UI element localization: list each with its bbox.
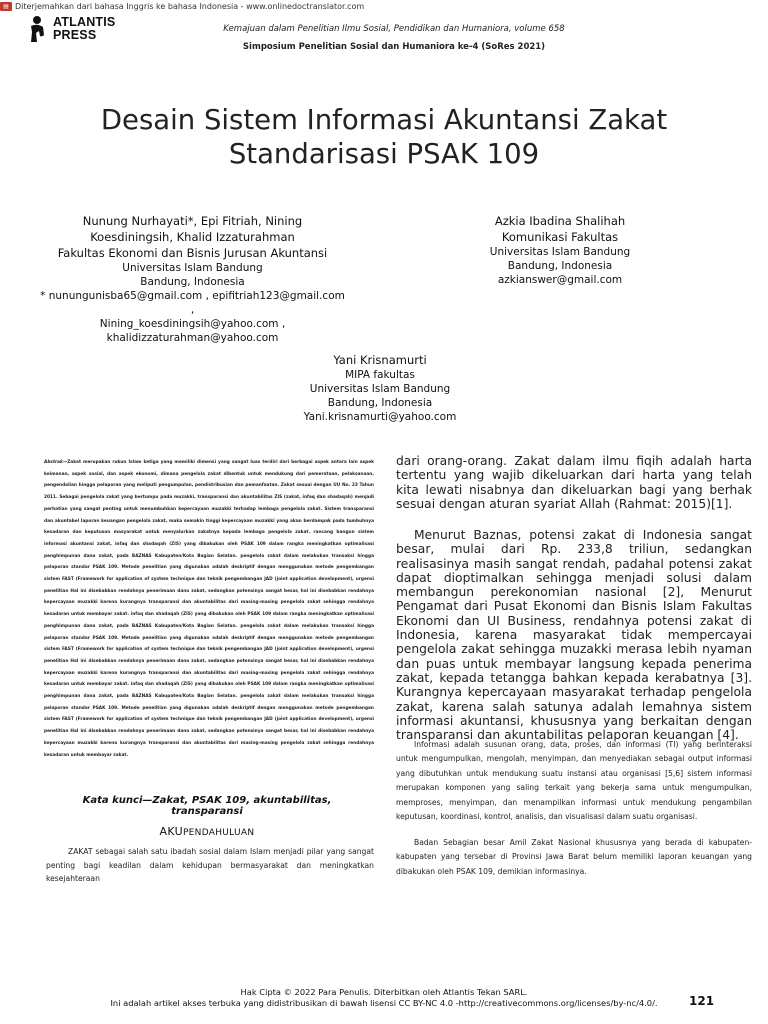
author-block-2 [460,213,660,287]
author-faculty: Komunikasi Fakultas [501,230,619,244]
author-name: Azkia Ibadina Shalihah [494,214,626,228]
author-block-3 [260,352,500,424]
translator-banner[interactable] [0,0,420,12]
body-paragraph: dari orang-orang. Zakat dalam ilmu fiqih adalah harta tertentu yang wajib dikeluarkan dari harta yang telah kita lewati nisabnya dan dikeluarkan bagi yang berhak sesuai dengan aturan syariat Allah (Rahmat: 2015)[1]. [396,454,752,511]
copyright-line: Hak Cipta © 2022 Para Penulis. Diterbitkan oleh Atlantis Tekan SARL. [240,987,528,997]
title-line-1: Desain Sistem Informasi Akuntansi Zakat [100,104,668,136]
author-name: Yani Krisnamurti [333,353,427,367]
document-translate-icon: ▤ [0,2,12,11]
author-university: Universitas Islam Bandung [122,262,263,274]
author-names: Nunung Nurhayati*, Epi Fitriah, Nining [82,214,303,228]
author-names: Koesdiningsih, Khalid Izzaturahman [90,230,295,244]
title-line-2: Standarisasi PSAK 109 [228,138,540,170]
paper-title [40,103,728,171]
author-city: Bandung, Indonesia [140,276,245,288]
journal-series: Kemajuan dalam Penelitian Ilmu Sosial, Pendidikan dan Humaniora, volume 658 [223,24,565,34]
author-email[interactable]: Nining_koesdiningsih@yahoo.com , [99,318,286,330]
author-university: Universitas Islam Bandung [309,383,451,395]
body-paragraph: Informasi adalah susunan orang, data, proses, dan informasi (TI) yang berinteraksi untuk mengumpulkan, mengolah, menyimpan, dan menyediakan sebagai output informasi yang dibutuhkan untuk mendukung suatu instansi atau organisasi [5,6] sistem informasi merupakan komponen yang saling terkait yang bekerja sama untuk mengumpulkan, memproses, menyimpan, dan menampilkan informasi untuk mendukung pengambilan keputusan, koordinasi, kontrol, analisis, dan visualisasi dalam suatu organisasi. [396,740,752,822]
translator-link[interactable]: Diterjemahkan dari bahasa Inggris ke bahasa Indonesia - www.onlinedoctranslator.com [15,1,365,11]
heading-rest: PENDAHULUAN [182,828,255,838]
introduction-paragraph: ZAKAT sebagai salah satu ibadah sosial dalam Islam menjadi pilar yang sangat penting bagi keadilan dalam kehidupan bermasyarakat dan meningkatkan kesejahteraan [46,847,374,883]
page-number: 121 [689,994,715,1008]
author-email[interactable]: Yani.krisnamurti@yahoo.com [303,411,457,423]
abstract [44,457,374,761]
abstract-lead: Abstrak— [44,460,68,465]
keywords: Kata kunci—Zakat, PSAK 109, akuntabilitas, transparansi [82,795,332,817]
abstract-text: Zakat merupakan rukun Islam ketiga yang memiliki dimensi yang sangat luas terdiri dari berbagai aspek antara lain aspek keimanan, aspek sosial, dan aspek ekonomi, dimana pengelola zakat dibentuk untuk mendukung dari pemerataan, pelaksanaan, pengendalian hingga pelaporan yang meliputi pengumpulan, pendistribusian dan pemanfaatan. Zakat sesuai dengan UU No. 23 Tahun 2011. Sebagai pengelola zakat yang bertumpu pada muzakki, transparansi dan akuntabilitas ZIS (zakat, infaq dan shadaqah) menjadi perhatian yang sangat penting untuk menumbuhkan kepercayaan muzakki terhadap lembaga pengelola zakat. Sistem transparansi dan akuntabel laporan keuangan pengelola zakat, maka semakin tinggi kepercayaan muzakki yang akan berdampak pada tumbuhnya kesadaran dan keputusan masyarakat untuk menyalurkan zakatnya kepada lembaga pengelola zakat. rancang bangun sistem informasi akuntansi zakat, infaq dan shadaqah (ZIS) yang dibakukan oleh PSAK 109 dalam rangka meningkatkan optimalisasi penghimpunan dana zakat, pada BAZNAS Kabupaten/Kota Bagian Selatan. pengelola zakat dalam melakukan transaksi hingga pelaporan standar PSAK 109. Metode penelitian yang digunakan adalah deskriptif dengan menggunakan metode pengembangan sistem FAST (Framework for application of system technique dan teknik pengembangan JAD (joint application development), urgensi penelitian Hal ini disebabkan rendahnya penerimaan dana zakat, sedangkan potensinya sangat besar, hal ini disebabkan rendahnya kepercayaan muzakki karena kurangnya transparansi dan akuntabilitas dari masing-masing pengelola zakat sehingga rendahnya kesadaran untuk membayar zakat. infaq dan shadaqah (ZIS) yang dibakukan oleh PSAK 109 dalam rangka meningkatkan optimalisasi penghimpunan dana zakat, pada BAZNAS Kabupaten/Kota Bagian Selatan. pengelola zakat dalam melakukan transaksi hingga pelaporan standar PSAK 109. Metode penelitian yang digunakan adalah deskriptif dengan menggunakan metode pengembangan sistem FAST (Framework for application of system technique dan teknik pengembangan JAD (joint application development), urgensi penelitian Hal ini disebabkan rendahnya penerimaan dana zakat, sedangkan potensinya sangat besar, hal ini disebabkan rendahnya kepercayaan muzakki karena kurangnya transparansi dan akuntabilitas dari masing-masing pengelola zakat sehingga rendahnya kesadaran untuk membayar zakat. infaq dan shadaqah (ZIS) yang dibakukan oleh PSAK 109 dalam rangka meningkatkan optimalisasi penghimpunan dana zakat, pada BAZNAS Kabupaten/Kota Bagian Selatan. pengelola zakat dalam melakukan transaksi hingga pelaporan standar PSAK 109. Metode penelitian yang digunakan adalah deskriptif dengan menggunakan metode pengembangan sistem FAST (Framework for application of system technique dan teknik pengembangan JAD (joint application development), urgensi penelitian Hal ini disebabkan rendahnya penerimaan dana zakat, sedangkan potensinya sangat besar, hal ini disebabkan rendahnya kepercayaan muzakki karena kurangnya transparansi dan akuntabilitas dari masing-masing pengelola zakat sehingga rendahnya kesadaran untuk membayar zakat. [44,460,374,758]
license-line[interactable]: Ini adalah artikel akses terbuka yang didistribusikan di bawah lisensi CC BY-NC 4.0 -http://creativecommons.org/licenses/by-nc/4.0/. [110,998,658,1008]
author-email[interactable]: * nunungunisba65@gmail.com , epifitriah123@gmail.com , [40,290,345,316]
author-university: Universitas Islam Bandung [489,246,631,258]
body-paragraph: Badan Sebagian besar Amil Zakat Nasional khususnya yang berada di kabupaten-kabupaten yang tersebar di Provinsi Jawa Barat belum memiliki laporan keuangan yang dibakukan oleh PSAK 109, demikian informasinya. [396,838,752,876]
author-faculty: Fakultas Ekonomi dan Bisnis Jurusan Akuntansi [57,246,328,260]
author-faculty: MIPA fakultas [345,369,415,381]
section-heading-introduction [52,825,362,838]
author-block-1 [40,213,345,345]
heading-prefix: AKU [159,825,183,838]
author-email[interactable]: azkianswer@gmail.com [497,274,623,286]
author-email[interactable]: khalidizzaturahman@yahoo.com [106,332,279,344]
publisher-name: ATLANTIS PRESS [53,15,116,42]
symposium-name: Simposium Penelitian Sosial dan Humaniora ke-4 (SoRes 2021) [242,42,546,52]
body-paragraph: Menurut Baznas, potensi zakat di Indonesia sangat besar, mulai dari Rp. 233,8 triliun, sedangkan realisasinya masih sangat rendah, padahal potensi zakat dapat dioptimalkan sehingga menjadi solusi dalam membangun perekonomian nasional [2], Menurut Pengamat dari Pusat Ekonomi dan Bisnis Islam Fakultas Ekonomi dan UI Business, rendahnya potensi zakat di Indonesia, karena masyarakat tidak mempercayai pengelola zakat sehingga muzakki merasa lebih nyaman dan puas untuk membayar langsung kepada penerima zakat, kepada tetangga bahkan kepada kerabatnya [3]. Kurangnya kepercayaan masyarakat terhadap pengelola zakat, karena salah satunya adalah lemahnya sistem informasi akuntansi, khususnya yang berkaitan dengan transparansi dan akuntabilitas pelaporan keuangan [4]. [396,528,752,743]
author-city: Bandung, Indonesia [507,260,613,272]
author-city: Bandung, Indonesia [327,397,433,409]
